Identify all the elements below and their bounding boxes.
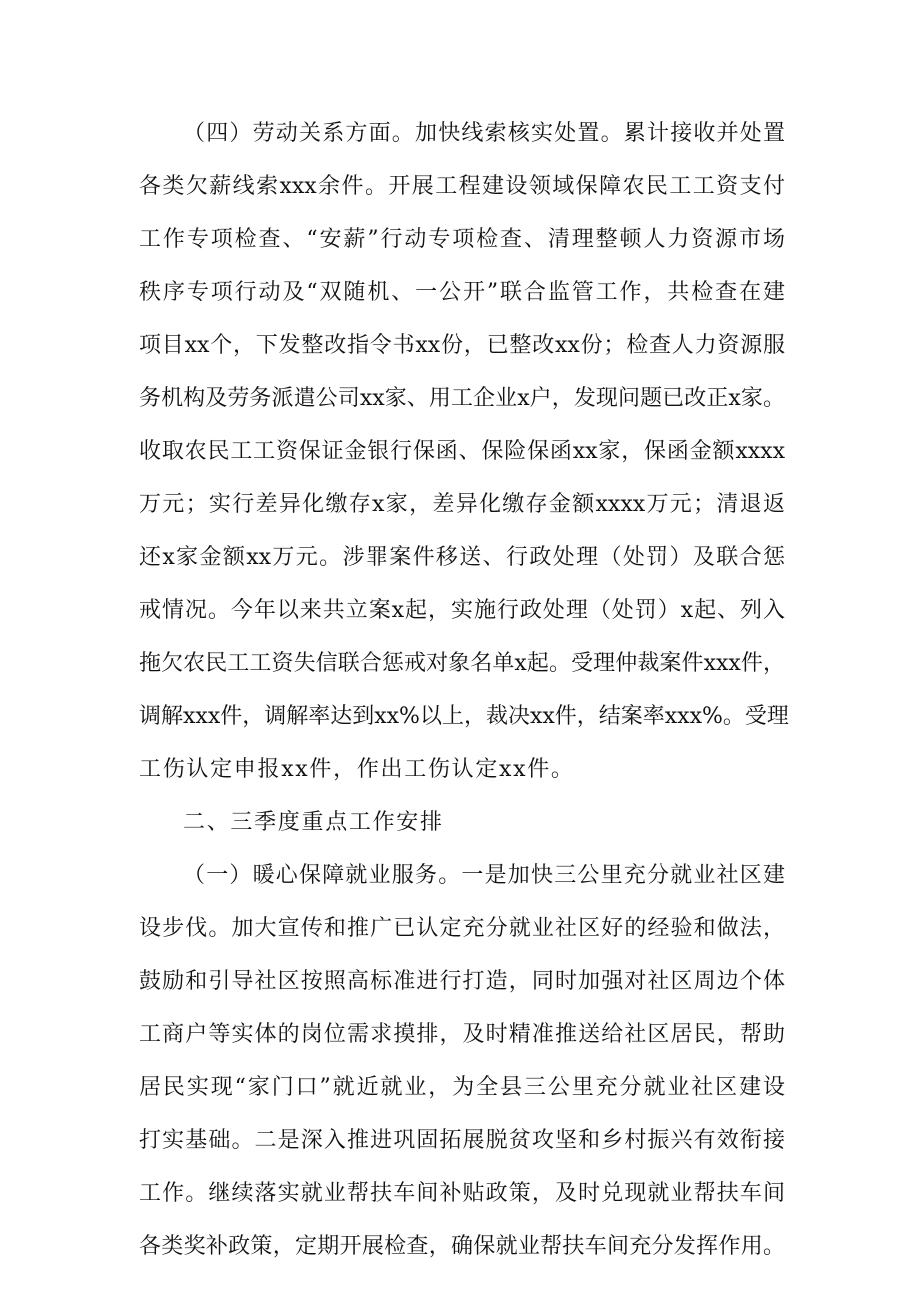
- paragraph-line: 万元；实行差异化缴存x家，差异化缴存金额xxxx万元；清退返: [139, 492, 785, 517]
- paragraph-line: 各类奖补政策，定期开展检查，确保就业帮扶车间充分发挥作用。: [139, 1234, 785, 1259]
- paragraph-line: 调解xxx件，调解率达到xx%以上，裁决xx件，结案率xxx%。受理: [139, 704, 789, 729]
- paragraph-line: 工伤认定申报xx件，作出工伤认定xx件。: [139, 757, 575, 782]
- paragraph-line: 打实基础。二是深入推进巩固拓展脱贫攻坚和乡村振兴有效衔接: [139, 1128, 785, 1153]
- paragraph-line: 还x家金额xx万元。涉罪案件移送、行政处理（处罚）及联合惩: [139, 545, 785, 570]
- paragraph-line: （一）暖心保障就业服务。一是加快三公里充分就业社区建: [183, 863, 785, 888]
- paragraph-line: 各类欠薪线索xxx余件。开展工程建设领域保障农民工工资支付: [139, 174, 785, 199]
- paragraph-line: 工商户等实体的岗位需求摸排，及时精准推送给社区居民，帮助: [139, 1022, 785, 1047]
- paragraph-line: 戒情况。今年以来共立案x起，实施行政处理（处罚）x起、列入: [139, 598, 785, 623]
- paragraph-line: 务机构及劳务派遣公司xx家、用工企业x户，发现问题已改正x家。: [139, 386, 785, 411]
- paragraph-line: 设步伐。加大宣传和推广已认定充分就业社区好的经验和做法，: [139, 916, 785, 941]
- paragraph-line: 工作。继续落实就业帮扶车间补贴政策，及时兑现就业帮扶车间: [139, 1181, 785, 1206]
- paragraph-line: 工作专项检查、“安薪”行动专项检查、清理整顿人力资源市场: [139, 227, 785, 252]
- paragraph-line: 项目xx个，下发整改指令书xx份，已整改xx份；检查人力资源服: [139, 333, 785, 358]
- paragraph-line: 拖欠农民工工资失信联合惩戒对象名单x起。受理仲裁案件xxx件，: [139, 651, 785, 676]
- paragraph-line: 收取农民工工资保证金银行保函、保险保函xx家，保函金额xxxx: [139, 439, 785, 464]
- paragraph-line: 秩序专项行动及“双随机、一公开”联合监管工作，共检查在建: [139, 280, 785, 305]
- paragraph-line: 鼓励和引导社区按照高标准进行打造，同时加强对社区周边个体: [139, 969, 785, 994]
- section-heading: 二、三季度重点工作安排: [183, 810, 444, 835]
- paragraph-line: （四）劳动关系方面。加快线索核实处置。累计接收并处置: [183, 121, 785, 146]
- paragraph-line: 居民实现“家门口”就近就业，为全县三公里充分就业社区建设: [139, 1075, 785, 1100]
